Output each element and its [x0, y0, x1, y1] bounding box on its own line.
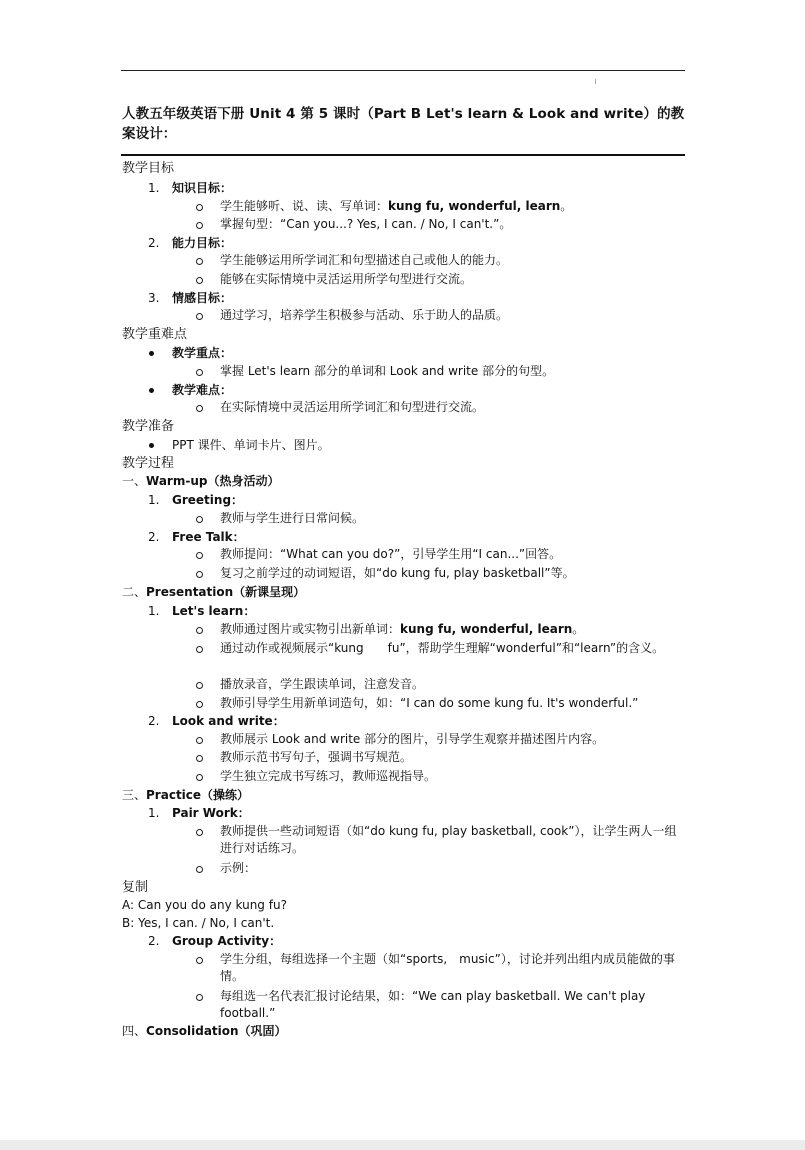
knowledge-goal-label: 知识目标： [172, 181, 233, 195]
emotion-goal-label: 情感目标： [172, 291, 233, 305]
section-presentation: 二、Presentation（新课呈现） [122, 585, 306, 599]
section-practice: 三、Practice（操练） [122, 788, 250, 802]
circle-bullet-icon [196, 571, 203, 578]
list-item: 教师提问：“What can you do?”，引导学生用“I can...”回答。 [220, 547, 562, 561]
list-item: 教师示范书写句子，强调书写规范。 [220, 750, 413, 764]
list-item: PPT 课件、单词卡片、图片。 [172, 438, 330, 452]
circle-bullet-icon [196, 369, 203, 376]
circle-bullet-icon [196, 258, 203, 265]
pair-work-label: Pair Work： [172, 806, 250, 820]
copy-label[interactable]: 复制 [122, 880, 149, 895]
list-number: 1. [148, 604, 160, 618]
list-number: 2. [148, 934, 160, 948]
circle-bullet-icon [196, 866, 203, 873]
circle-bullet-icon [196, 957, 203, 964]
heading-preparation: 教学准备 [122, 419, 175, 434]
circle-bullet-icon [196, 552, 203, 559]
list-item: 在实际情境中灵活运用所学词汇和句型进行交流。 [220, 400, 485, 414]
circle-bullet-icon [196, 204, 203, 211]
circle-bullet-icon [196, 994, 203, 1001]
list-item: 掌握句型：“Can you...? Yes, I can. / No, I can't.”。 [220, 217, 512, 231]
section-warmup: 一、Warm-up（热身活动） [122, 474, 280, 488]
list-number: 1. [148, 493, 160, 507]
list-number: 2. [148, 236, 160, 250]
circle-bullet-icon [196, 829, 203, 836]
list-number: 3. [148, 291, 160, 305]
header-rule [121, 70, 685, 71]
list-item: 每组选一名代表汇报讨论结果，如：“We can play basketball. We can't play football.” [220, 989, 646, 1020]
circle-bullet-icon [196, 646, 203, 653]
list-item: 教师引导学生用新单词造句，如：“I can do some kung fu. It's wonderful.” [220, 696, 639, 710]
difficulty-label: 教学难点： [172, 383, 233, 397]
group-activity-label: Group Activity： [172, 934, 282, 948]
disc-bullet-icon [149, 388, 154, 393]
look-and-write-label: Look and write： [172, 714, 285, 728]
dialog-line-b: B: Yes, I can. / No, I can't. [122, 916, 275, 930]
list-number: 1. [148, 806, 160, 820]
list-item: 掌握 Let's learn 部分的单词和 Look and write 部分的句型。 [220, 364, 555, 378]
circle-bullet-icon [196, 755, 203, 762]
list-item: 教师与学生进行日常问候。 [220, 511, 365, 525]
list-item: 复习之前学过的动词短语，如“do kung fu, play basketball”等。 [220, 566, 575, 580]
list-item: 教师提供一些动词短语（如“do kung fu, play basketball, cook”），让学生两人一组进行对话练习。 [220, 824, 677, 855]
list-item: 通过学习，培养学生积极参与活动、乐于助人的品质。 [220, 308, 509, 322]
document-title: 人教五年级英语下册 Unit 4 第 5 课时（Part B Let's learn & Look and write）的教案设计： [122, 106, 685, 142]
circle-bullet-icon [196, 737, 203, 744]
circle-bullet-icon [196, 682, 203, 689]
list-item: 示例： [220, 861, 257, 875]
circle-bullet-icon [196, 516, 203, 523]
list-number: 2. [148, 530, 160, 544]
disc-bullet-icon [149, 351, 154, 356]
circle-bullet-icon [196, 277, 203, 284]
list-number: 2. [148, 714, 160, 728]
list-item: 播放录音，学生跟读单词，注意发音。 [220, 677, 425, 691]
circle-bullet-icon [196, 701, 203, 708]
list-item: 学生分组，每组选择一个主题（如“sports, music”），讨论并列出组内成员能做的事情。 [220, 952, 675, 983]
page-mark [595, 79, 596, 84]
circle-bullet-icon [196, 627, 203, 634]
list-item: 能够在实际情境中灵活运用所学句型进行交流。 [220, 272, 473, 286]
ability-goal-label: 能力目标： [172, 236, 233, 250]
list-item: 通过动作或视频展示“kung fu”，帮助学生理解“wonderful”和“learn”的含义。 [220, 641, 665, 655]
circle-bullet-icon [196, 774, 203, 781]
disc-bullet-icon [149, 443, 154, 448]
dialog-line-a: A: Can you do any kung fu? [122, 898, 287, 912]
page-bottom-edge [0, 1140, 805, 1150]
circle-bullet-icon [196, 313, 203, 320]
list-item: 教师展示 Look and write 部分的图片，引导学生观察并描述图片内容。 [220, 732, 605, 746]
circle-bullet-icon [196, 222, 203, 229]
free-talk-label: Free Talk： [172, 530, 245, 544]
list-item: 学生独立完成书写练习，教师巡视指导。 [220, 769, 437, 783]
lets-learn-label: Let's learn： [172, 604, 256, 618]
heading-goals: 教学目标 [122, 161, 175, 176]
circle-bullet-icon [196, 405, 203, 412]
list-item: 教师通过图片或实物引出新单词：kung fu, wonderful, learn。 [220, 622, 585, 636]
heading-process: 教学过程 [122, 456, 175, 471]
list-item: 学生能够听、说、读、写单词：kung fu, wonderful, learn。 [220, 199, 573, 213]
heading-keypoints: 教学重难点 [122, 327, 188, 342]
list-item: 学生能够运用所学词汇和句型描述自己或他人的能力。 [220, 253, 509, 267]
title-rule [121, 154, 685, 156]
section-consolidation: 四、Consolidation（巩固） [122, 1024, 287, 1038]
list-number: 1. [148, 181, 160, 195]
greeting-label: Greeting： [172, 493, 244, 507]
focus-label: 教学重点： [172, 346, 233, 360]
